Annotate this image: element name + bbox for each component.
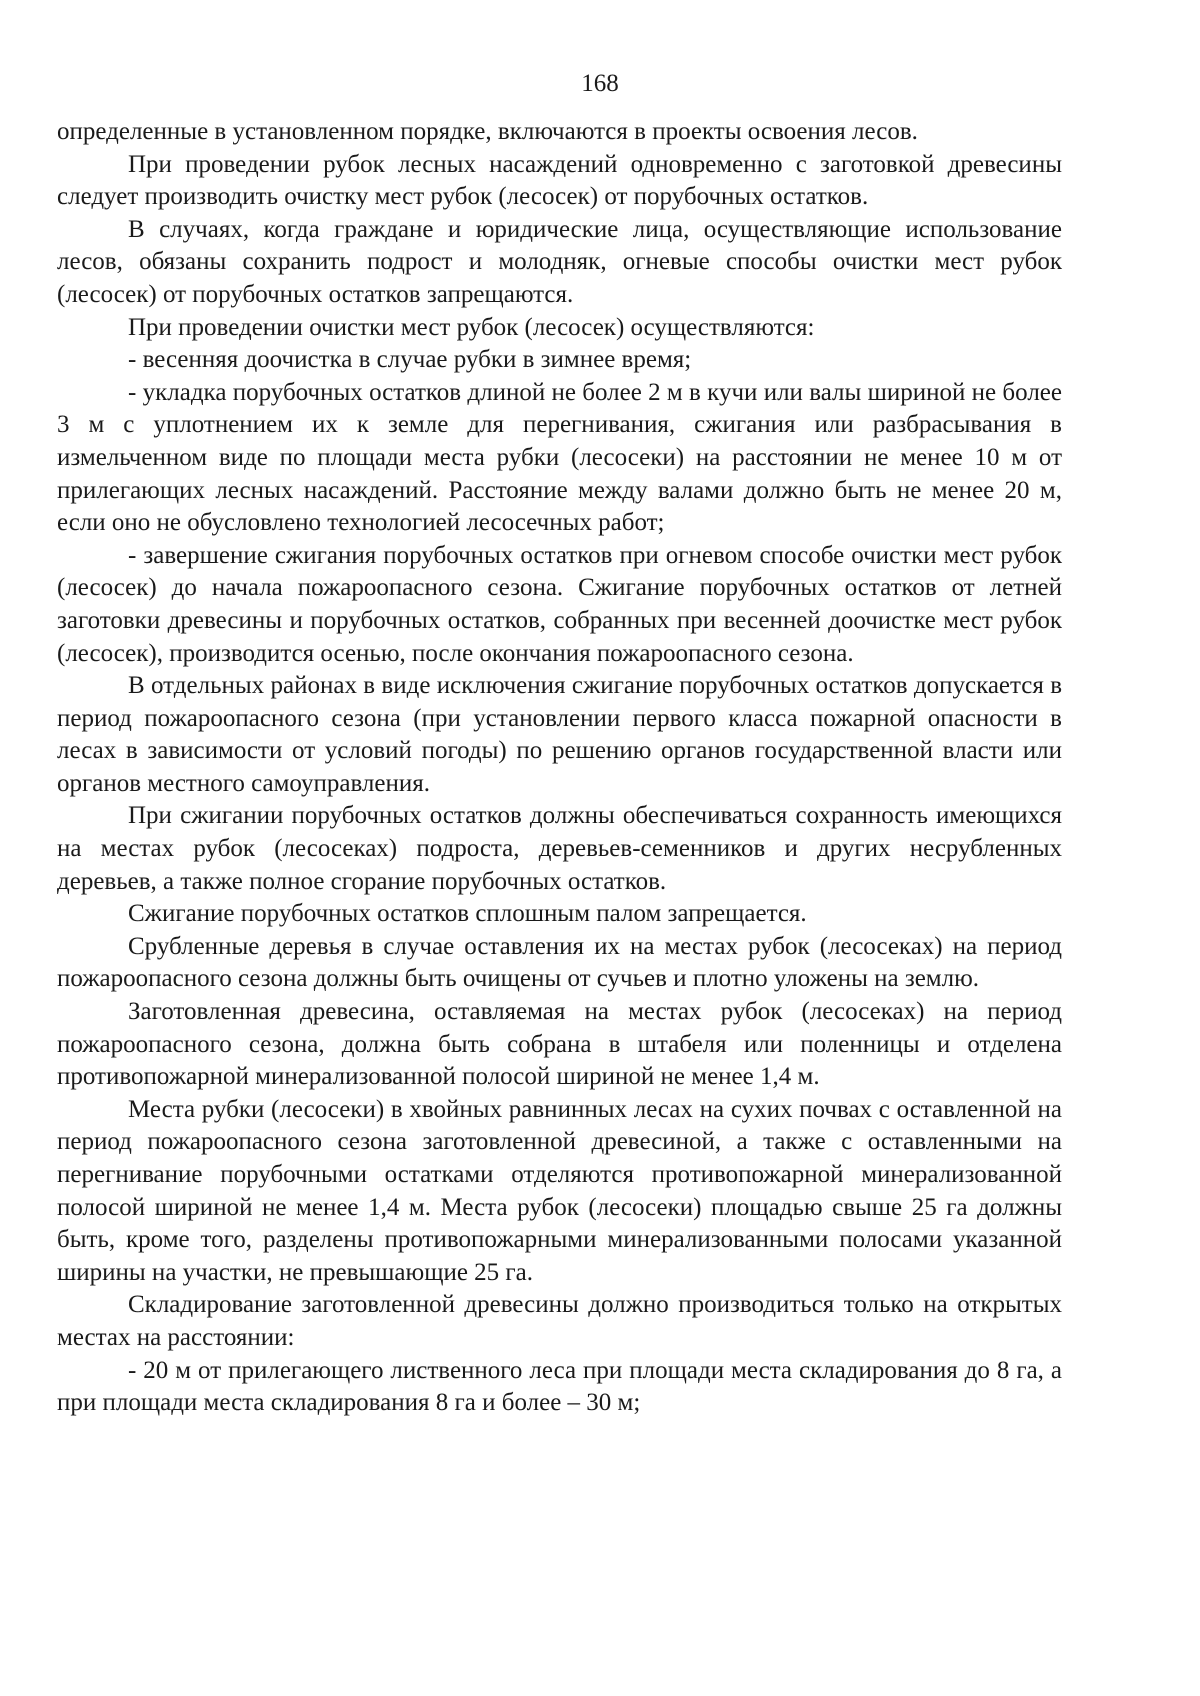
paragraph: При проведении рубок лесных насаждений одновременно с заготовкой древесины следует производить очистку мест рубок (лесосек) от порубочных остатков.	[57, 150, 1062, 211]
paragraph: определенные в установленном порядке, включаются в проекты освоения лесов.	[57, 118, 918, 145]
paragraph: Заготовленная древесина, оставляемая на местах рубок (лесосеках) на период пожароопасного сезона, должна быть собрана в штабеля или поленницы и отделена противопожарной минерализованной полосой шириной не менее 1,4 м.	[57, 998, 1062, 1091]
paragraph: Складирование заготовленной древесины должно производиться только на открытых местах на расстоянии:	[57, 1291, 1062, 1351]
list-item: - 20 м от прилегающего лиственного леса при площади места складирования до 8 га, а при площади места складирования 8 га и более – 30 м;	[57, 1356, 1062, 1417]
list-item: - укладка порубочных остатков длиной не более 2 м в кучи или валы шириной не более 3 м с уплотнением их к земле для перегнивания, сжигания или разбрасывания в измельченном виде по площади места рубки (лесосеки) на расстоянии не менее 10 м от прилегающих лесных насаждений. Расстояние между валами должно быть не менее 20 м, если оно не обусловлено технологией лесосечных работ;	[57, 378, 1062, 537]
paragraph: При сжигании порубочных остатков должны обеспечиваться сохранность имеющихся на местах рубок (лесосеках) подроста, деревьев-семенников и других несрубленных деревьев, а также полное сгорание порубочных остатков.	[57, 802, 1062, 895]
paragraph: Места рубки (лесосеки) в хвойных равнинных лесах на сухих почвах с оставленной на период пожароопасного сезона заготовленной древесиной, а также с оставленными на перегнивание порубочными остатками отделяются противопожарной минерализованной полосой шириной не менее 1,4 м. Места рубок (лесосеки) площадью свыше 25 га должны быть, кроме того, разделены противопожарными минерализованными полосами указанной ширины на участки, не превышающие 25 га.	[57, 1095, 1062, 1286]
page-number: 168	[581, 70, 619, 97]
paragraph: Сжигание порубочных остатков сплошным палом запрещается.	[128, 900, 807, 928]
paragraph: Срубленные деревья в случае оставления их на местах рубок (лесосеках) на период пожароопасного сезона должны быть очищены от сучьев и плотно уложены на землю.	[57, 932, 1062, 993]
paragraph: При проведении очистки мест рубок (лесосек) осуществляются:	[128, 313, 815, 341]
list-item: - весенняя доочистка в случае рубки в зимнее время;	[128, 346, 692, 374]
paragraph: В случаях, когда граждане и юридические лица, осуществляющие использование лесов, обязаны сохранить подрост и молодняк, огневые способы очистки мест рубок (лесосек) от порубочных остатков запрещаются.	[57, 215, 1062, 308]
document-body	[57, 116, 1062, 1420]
list-item: - завершение сжигания порубочных остатков при огневом способе очистки мест рубок (лесосек) до начала пожароопасного сезона. Сжигание порубочных остатков от летней заготовки древесины и порубочных остатков, собранных при весенней доочистке мест рубок (лесосек), производится осенью, после окончания пожароопасного сезона.	[57, 541, 1062, 667]
paragraph: В отдельных районах в виде исключения сжигание порубочных остатков допускается в период пожароопасного сезона (при установлении первого класса пожарной опасности в лесах в зависимости от условий погоды) по решению органов государственной власти или органов местного самоуправления.	[57, 672, 1062, 797]
